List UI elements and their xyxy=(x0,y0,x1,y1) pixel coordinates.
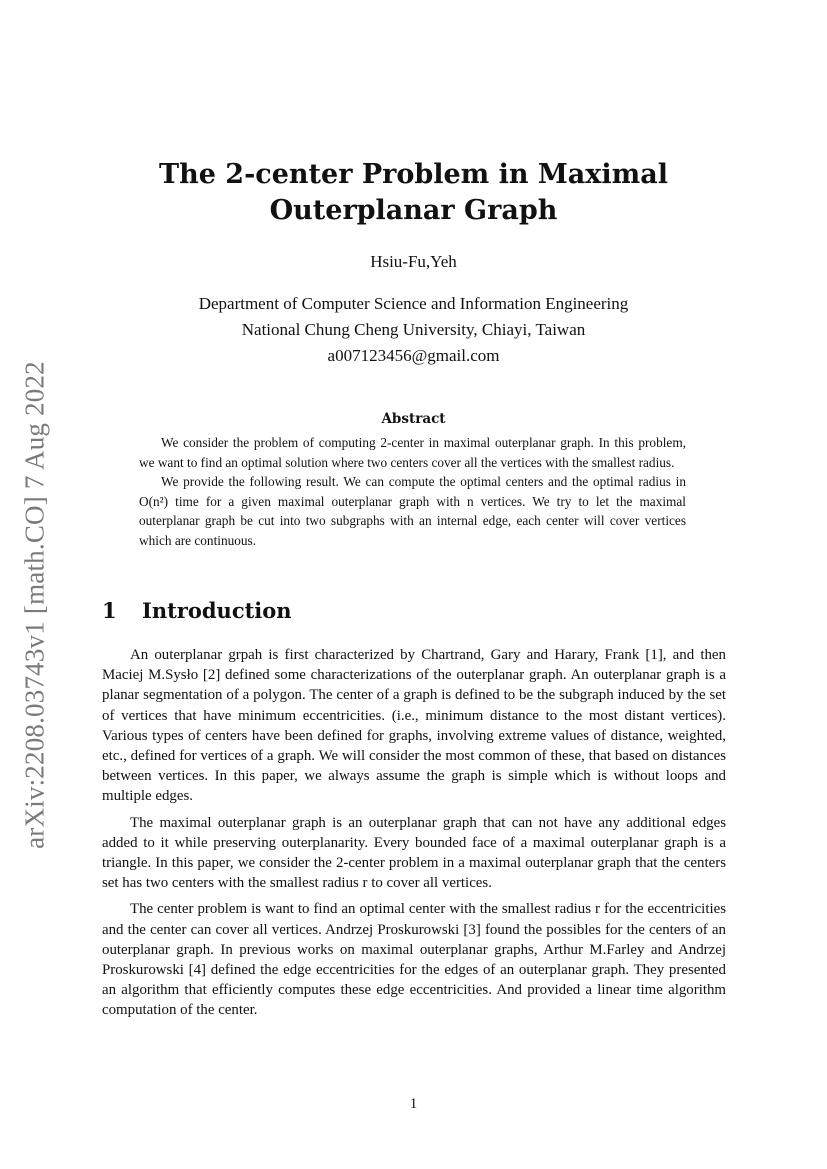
author-name: Hsiu-Fu,Yeh xyxy=(370,252,457,271)
body-paragraph: An outerplanar grpah is first characterized by Chartrand, Gary and Harary, Frank [1], and then Maciej M.Sysło [2] defined some characterizations of the outerplanar graph. An outerplanar graph is a planar segmentation of a polygon. The center of a graph is defined to be the subgraph induced by the set of vertices that have minimum eccentricities. (i.e., minimum distance to the most distant vertices). Various types of centers have been defined for graphs, involving extreme values of distance, weighted, etc., defined for vertices of a graph. We will consider the most common of these, that based on distances between vertices. In this paper, we always assume the graph is simple which is without loops and multiple edges. xyxy=(102,647,726,805)
section-heading xyxy=(102,598,292,623)
section-title: Introduction xyxy=(142,598,292,623)
affiliation-block xyxy=(100,291,727,369)
title-line-1: The 2-center Problem in Maximal xyxy=(159,159,668,190)
arxiv-identifier: arXiv:2208.03743v1 [math.CO] 7 Aug 2022 xyxy=(19,361,50,849)
abstract-paragraph: We provide the following result. We can compute the optimal centers and the optimal radius in O(n²) time for a given maximal outerplanar graph with n vertices. We try to let the maximal outerplanar graph be cut into two subgraphs with an internal edge, each center will cover vertices which are continuous. xyxy=(139,474,686,548)
section-number: 1 xyxy=(102,598,117,623)
university: National Chung Cheng University, Chiayi, Taiwan xyxy=(241,320,586,339)
section-body xyxy=(102,645,726,1027)
paper-title xyxy=(100,157,727,229)
page-number: 1 xyxy=(409,1096,418,1112)
email-address: a007123456@gmail.com xyxy=(327,346,500,365)
abstract-paragraph: We consider the problem of computing 2-center in maximal outerplanar graph. In this problem, we want to find an optimal solution where two centers cover all the vertices with the smallest radius. xyxy=(139,435,686,470)
abstract-heading: Abstract xyxy=(381,411,446,427)
body-paragraph: The center problem is want to find an optimal center with the smallest radius r for the eccentricities and the center can cover all vertices. Andrzej Proskurowski [3] found the possibles for the centers of an outerplanar graph. In previous works on maximal outerplanar graphs, Arthur M.Farley and Andrzej Proskurowski [4] defined the edge eccentricities for the edges of an outerplanar graph. They presented an algorithm that efficiently computes these edge eccentricities. And provided a linear time algorithm computation of the center. xyxy=(102,901,726,1019)
arxiv-stamp xyxy=(10,340,60,870)
title-line-2: Outerplanar Graph xyxy=(269,195,558,226)
abstract-body xyxy=(139,433,686,550)
body-paragraph: The maximal outerplanar graph is an outerplanar graph that can not have any additional edges added to it while preserving outerplanarity. Every bounded face of a maximal outerplanar graph is a triangle. In this paper, we consider the 2-center problem in a maximal outerplanar graph that the centers set has two centers with the smallest radius r to cover all vertices. xyxy=(102,814,726,892)
department: Department of Computer Science and Information Engineering xyxy=(198,294,629,313)
